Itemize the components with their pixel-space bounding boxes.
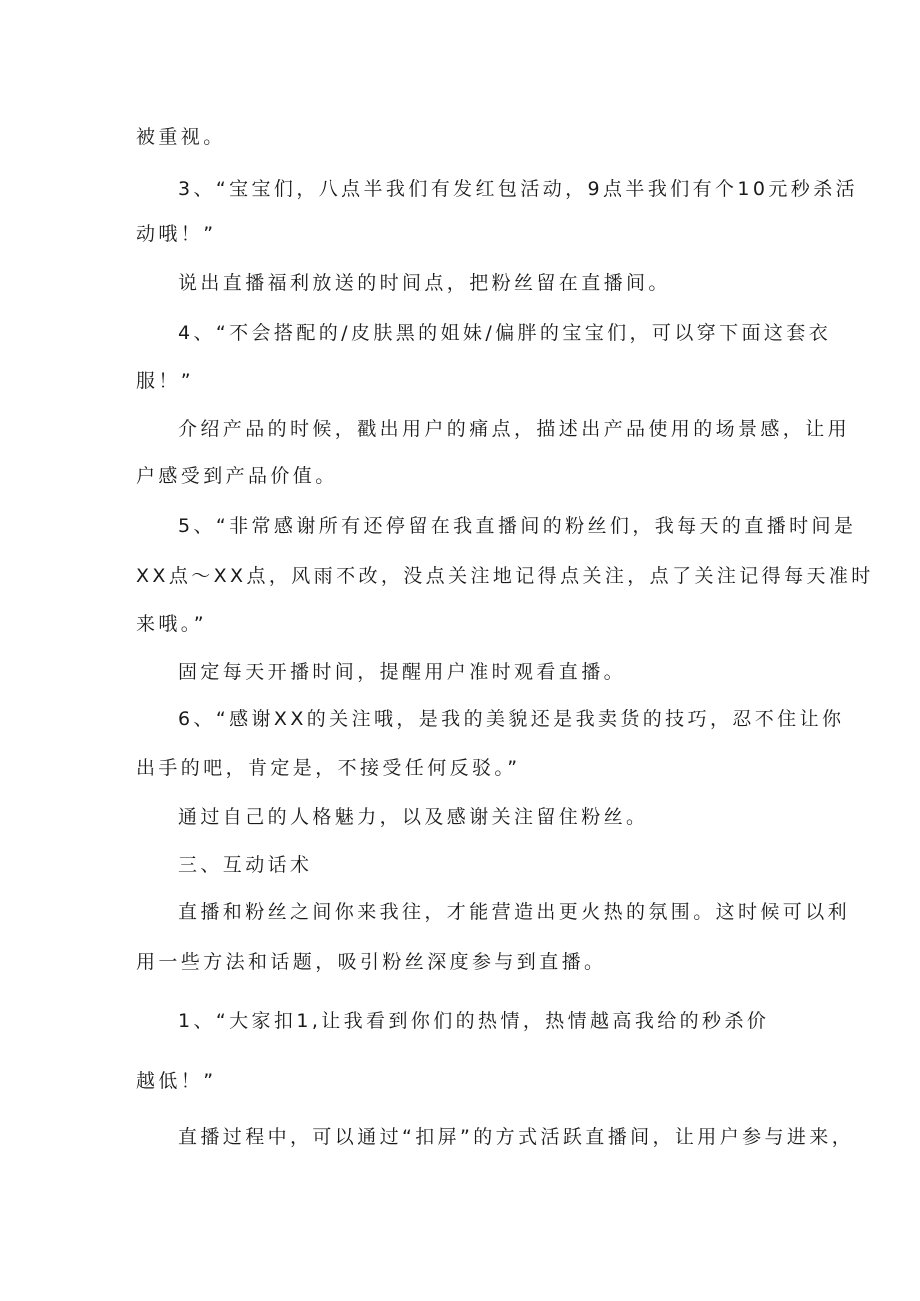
text-line: 直播和粉丝之间你来我往，才能营造出更火热的氛围。这时候可以利	[178, 901, 851, 923]
text-line: 6、“感谢XX的关注哦，是我的美貌还是我卖货的技巧，忍不住让你	[178, 708, 845, 730]
text-line: 1、“大家扣1,让我看到你们的热情，热情越高我给的秒杀价	[178, 1010, 770, 1032]
text-line: XX点～XX点，风雨不改，没点关注地记得点关注，点了关注记得每天准时	[136, 565, 874, 587]
text-line: 被重视。	[136, 126, 226, 148]
text-line: 出手的吧，肯定是，不接受任何反驳。”	[136, 757, 521, 779]
text-line: 固定每天开播时间，提醒用户准时观看直播。	[178, 661, 627, 683]
text-line: 越低！”	[136, 1070, 217, 1092]
section-heading: 三、互动话术	[178, 854, 313, 876]
text-line: 5、“非常感谢所有还停留在我直播间的粉丝们，我每天的直播时间是	[178, 515, 857, 537]
text-line: 4、“不会搭配的/皮肤黑的姐妹/偏胖的宝宝们，可以穿下面这套衣	[178, 322, 832, 344]
text-line: 3、“宝宝们，八点半我们有发红包活动，9点半我们有个10元秒杀活	[178, 178, 858, 200]
text-line: 介绍产品的时候，戳出用户的痛点，描述出产品使用的场景感，让用	[178, 418, 851, 440]
text-line: 直播过程中，可以通过“扣屏”的方式活跃直播间，让用户参与进来，	[178, 1126, 855, 1148]
text-line: 服！”	[136, 370, 195, 392]
text-line: 用一些方法和话题，吸引粉丝深度参与到直播。	[136, 951, 607, 973]
text-line: 来哦。”	[136, 613, 207, 635]
text-line: 动哦！”	[136, 223, 217, 245]
text-line: 通过自己的人格魅力，以及感谢关注留住粉丝。	[178, 806, 649, 828]
text-line: 户感受到产品价值。	[136, 465, 338, 487]
text-line: 说出直播福利放送的时间点，把粉丝留在直播间。	[178, 272, 671, 294]
